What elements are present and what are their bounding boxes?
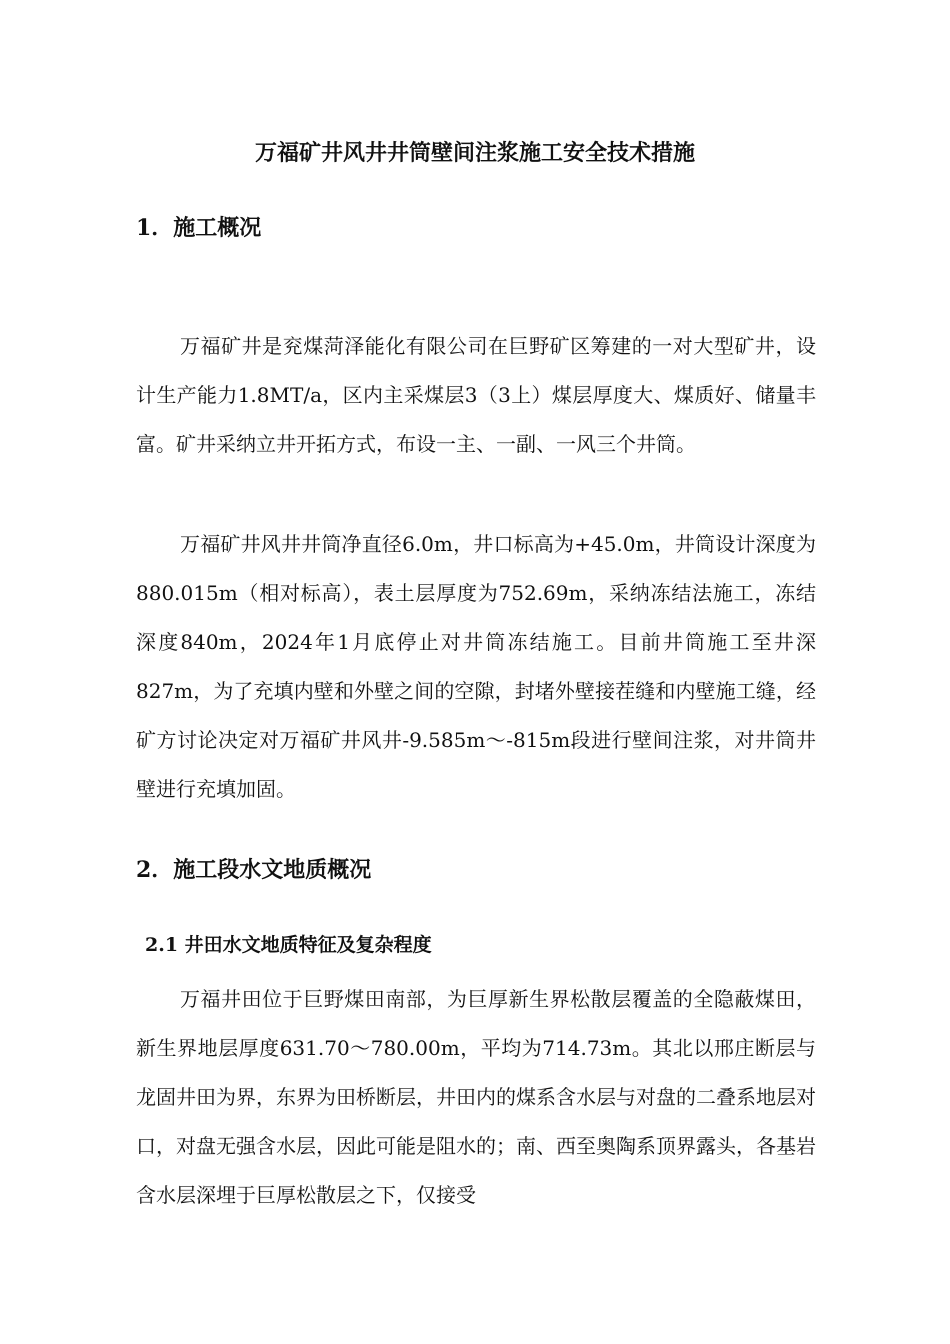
section-heading-2: 2．施工段水文地质概况 bbox=[136, 857, 372, 883]
subsection-2-1-paragraph-1: 万福井田位于巨野煤田南部，为巨厚新生界松散层覆盖的全隐蔽煤田，新生界地层厚度631.70～780.00m，平均为714.73m。其北以邢庄断层与龙固井田为界，东界为田桥断层，井田内的煤系含水层与对盘的二叠系地层对口，对盘无强含水层，因此可能是阻水的；南、西至奥陶系顶界露头，各基岩含水层深埋于巨厚松散层之下，仅接受 bbox=[136, 987, 816, 1207]
section-heading-1: 1．施工概况 bbox=[136, 215, 262, 241]
document-title: 万福矿井风井井筒壁间注浆施工安全技术措施 bbox=[254, 140, 695, 166]
section-1-paragraph-2: 万福矿井风井井筒净直径6.0m，井口标高为+45.0m，井筒设计深度为880.015m（相对标高），表土层厚度为752.69m，采纳冻结法施工，冻结深度840m，2024年1月底停止对井筒冻结施工。目前井筒施工至井深827m，为了充填内壁和外壁之间的空隙，封堵外壁接茬缝和内壁施工缝，经矿方讨论决定对万福矿井风井-9.585m～-815m段进行壁间注浆，对井筒井壁进行充填加固。 bbox=[136, 532, 816, 801]
section-1-paragraph-1: 万福矿井是兖煤菏泽能化有限公司在巨野矿区筹建的一对大型矿井，设计生产能力1.8MT/a，区内主采煤层3（3上）煤层厚度大、煤质好、储量丰富。矿井采纳立井开拓方式，布设一主、一副、一风三个井筒。 bbox=[136, 334, 816, 456]
subsection-heading-2-1: 2.1 井田水文地质特征及复杂程度 bbox=[145, 934, 432, 956]
